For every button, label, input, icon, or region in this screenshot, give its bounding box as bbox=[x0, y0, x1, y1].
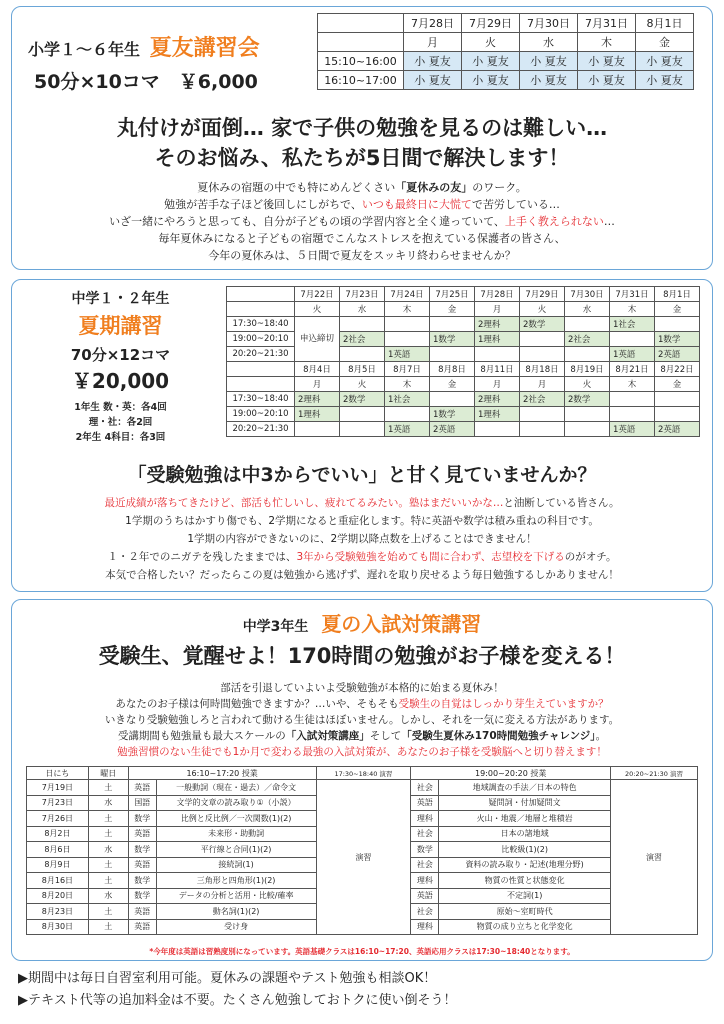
s3-hdr-class2: 19:00~20:20 授業 bbox=[411, 767, 611, 780]
s3-topic1: 動名詞(1)(2) bbox=[156, 904, 316, 920]
s3-hdr-class1: 16:10~17:20 授業 bbox=[128, 767, 316, 780]
s1-headline-2: そのお悩み、私たちが5日間で解決します！ bbox=[154, 146, 570, 170]
s2-date: 8月5日 bbox=[340, 362, 385, 377]
s3-subject1: 英語 bbox=[128, 857, 156, 873]
s2-class-cell: 2英語 bbox=[430, 422, 475, 437]
s3-schedule-table bbox=[26, 766, 698, 935]
s3-day: 水 bbox=[88, 842, 128, 858]
s1-slot-cell: 小 夏友 bbox=[404, 52, 462, 71]
s2-slot-time: 17:30~18:40 bbox=[227, 392, 295, 407]
s2-class-cell: 1数学 bbox=[430, 407, 475, 422]
s2-date: 7月22日 bbox=[295, 287, 340, 302]
s2-course-name: 夏期講習 bbox=[78, 314, 163, 338]
s3-date: 8月2日 bbox=[27, 826, 89, 842]
s2-day: 金 bbox=[655, 302, 700, 317]
s3-topic2: 資料の読み取り・記述(地理分野) bbox=[439, 857, 611, 873]
s3-line-1: 部活を引退していよいよ受験勉強が本格的に始まる夏休み！ bbox=[220, 682, 504, 694]
s1-title bbox=[28, 31, 260, 62]
s3-topic2: 原始～室町時代 bbox=[439, 904, 611, 920]
s1-price: 50分×10コマ ￥6,000 bbox=[34, 71, 258, 93]
footer-line-2: ▶テキスト代等の追加料金は不要。たくさん勉強しておトクに使い倒そう！ bbox=[18, 993, 457, 1008]
s2-class-cell: 2理科 bbox=[475, 392, 520, 407]
s3-body bbox=[12, 680, 712, 760]
s2-notes: 1年生 数・英：各4回 理・社：各2回 2年生 4科目：各3回 bbox=[74, 402, 167, 443]
s2-hours: 70分×12コマ bbox=[70, 346, 171, 364]
s3-subject2: 数学 bbox=[411, 842, 439, 858]
s2-slot-row bbox=[227, 407, 700, 422]
s2-slot-time: 19:00~20:10 bbox=[227, 332, 295, 347]
s3-topic1: 未来形・助動詞 bbox=[156, 826, 316, 842]
s2-slot-row bbox=[227, 317, 700, 332]
s3-topic1: 接続詞(1) bbox=[156, 857, 316, 873]
s1-headline bbox=[12, 113, 712, 173]
s2-day: 月 bbox=[475, 377, 520, 392]
s3-topic2: 地域調査の手法／日本の特色 bbox=[439, 780, 611, 796]
s3-topic2: 物質の成り立ちと化学変化 bbox=[439, 919, 611, 935]
s3-line-4: 受講期間も勉強量も最大スケールの「入試対策講座」そして「受験生夏休み170時間勉強チャレンジ」。 bbox=[117, 730, 607, 742]
s1-slot-cell: 小 夏友 bbox=[636, 52, 694, 71]
s2-class-cell: 1数学 bbox=[655, 332, 700, 347]
s2-line-1: 最近成績が落ちてきたけど、部活も忙しいし、疲れてるみたい。塾はまだいいかな…と油断している皆さん。 bbox=[104, 497, 620, 509]
s3-topic1: 一般動詞（現在・過去）／命令文 bbox=[156, 780, 316, 796]
s2-day: 月 bbox=[295, 377, 340, 392]
summer-friend-section bbox=[11, 6, 713, 270]
blank-cell bbox=[227, 302, 295, 317]
s3-day: 水 bbox=[88, 795, 128, 811]
s3-topic1: データの分析と活用・比較/確率 bbox=[156, 888, 316, 904]
s2-class-cell bbox=[340, 422, 385, 437]
s3-day: 土 bbox=[88, 857, 128, 873]
s2-line-5: 本気で合格したい？だったらこの夏は勉強から逃げず、遅れを取り戻せるよう毎日勉強するしかありません！ bbox=[105, 569, 619, 581]
s2-date-row bbox=[227, 362, 700, 377]
s2-slot-time: 20:20~21:30 bbox=[227, 422, 295, 437]
s2-date: 8月19日 bbox=[565, 362, 610, 377]
s2-class-cell bbox=[610, 332, 655, 347]
s3-subject1: 国語 bbox=[128, 795, 156, 811]
s2-class-cell bbox=[430, 392, 475, 407]
s1-line-2: 勉強が苦手な子ほど後回しにしがちで、いつも最終日に大慌てで苦労している… bbox=[164, 198, 560, 211]
s2-day: 月 bbox=[475, 302, 520, 317]
s3-subject1: 数学 bbox=[128, 842, 156, 858]
s2-class-cell: 1英語 bbox=[385, 422, 430, 437]
s3-subject2: 社会 bbox=[411, 857, 439, 873]
s2-date: 8月22日 bbox=[655, 362, 700, 377]
s1-day: 木 bbox=[578, 33, 636, 52]
s2-day-row bbox=[227, 377, 700, 392]
s3-date: 7月26日 bbox=[27, 811, 89, 827]
s1-course-name: 夏友講習会 bbox=[149, 36, 260, 61]
s3-topic1: 受け身 bbox=[156, 919, 316, 935]
s3-date: 7月19日 bbox=[27, 780, 89, 796]
s2-info bbox=[18, 288, 223, 445]
s2-class-cell bbox=[655, 317, 700, 332]
s2-class-cell bbox=[295, 422, 340, 437]
s1-body bbox=[12, 179, 712, 264]
s2-class-cell bbox=[610, 392, 655, 407]
s3-subject1: 英語 bbox=[128, 904, 156, 920]
s2-class-cell: 2数学 bbox=[520, 317, 565, 332]
s2-class-cell bbox=[340, 347, 385, 362]
s3-topic2: 疑問詞・付加疑問文 bbox=[439, 795, 611, 811]
s2-class-cell: 2英語 bbox=[655, 422, 700, 437]
s2-day: 火 bbox=[340, 377, 385, 392]
s2-slot-time: 17:30~18:40 bbox=[227, 317, 295, 332]
s1-slot-cell: 小 夏友 bbox=[578, 71, 636, 90]
s2-day: 水 bbox=[565, 302, 610, 317]
s3-day: 土 bbox=[88, 780, 128, 796]
s3-subject1: 英語 bbox=[128, 826, 156, 842]
s1-slot-cell: 小 夏友 bbox=[636, 71, 694, 90]
s2-date: 7月24日 bbox=[385, 287, 430, 302]
s3-line-5: 勉強習慣のない生徒でも1か月で変わる最強の入試対策が、あなたのお子様を受験脳へと切り替えます！ bbox=[117, 746, 607, 758]
s2-day: 火 bbox=[295, 302, 340, 317]
s3-subject2: 社会 bbox=[411, 826, 439, 842]
s2-deadline-cell: 申込締切 bbox=[295, 317, 340, 362]
s3-topic2: 日本の諸地域 bbox=[439, 826, 611, 842]
s2-date: 8月4日 bbox=[295, 362, 340, 377]
s1-slot-cell: 小 夏友 bbox=[520, 71, 578, 90]
s1-slot-row bbox=[318, 52, 694, 71]
s2-class-cell: 2理科 bbox=[475, 317, 520, 332]
s1-slot-time: 15:10~16:00 bbox=[318, 52, 404, 71]
s1-headline-1: 丸付けが面倒… 家で子供の勉強を見るのは難しい… bbox=[116, 116, 608, 140]
s1-slot-cell: 小 夏友 bbox=[578, 52, 636, 71]
s3-date: 8月23日 bbox=[27, 904, 89, 920]
s3-subject2: 社会 bbox=[411, 904, 439, 920]
s1-line-1: 夏休みの宿題の中でも特にめんどくさい「夏休みの友」のワーク。 bbox=[197, 181, 527, 194]
s3-date: 8月9日 bbox=[27, 857, 89, 873]
s3-topic2: 物質の性質と状態変化 bbox=[439, 873, 611, 889]
s3-topic2: 火山・地震／地層と堆積岩 bbox=[439, 811, 611, 827]
s1-line-4: 毎年夏休みになると子どもの宿題でこんなストレスを抱えている保護者の皆さん、 bbox=[158, 232, 566, 245]
s2-date: 7月31日 bbox=[610, 287, 655, 302]
s3-subject2: 英語 bbox=[411, 795, 439, 811]
s3-table-row bbox=[27, 780, 698, 796]
s2-class-cell: 1英語 bbox=[610, 422, 655, 437]
s1-day: 金 bbox=[636, 33, 694, 52]
s2-class-cell bbox=[430, 317, 475, 332]
s2-date: 7月28日 bbox=[475, 287, 520, 302]
s2-class-cell bbox=[610, 407, 655, 422]
s3-title bbox=[12, 608, 712, 637]
s3-day: 水 bbox=[88, 888, 128, 904]
s3-subject1: 英語 bbox=[128, 919, 156, 935]
s2-class-cell bbox=[340, 407, 385, 422]
footer-line-1: ▶期間中は毎日自習室利用可能。夏休みの課題やテスト勉強も相談OK！ bbox=[18, 971, 437, 986]
s3-subject1: 英語 bbox=[128, 780, 156, 796]
s2-class-cell: 2社会 bbox=[340, 332, 385, 347]
blank-cell bbox=[227, 362, 295, 377]
s2-class-cell bbox=[565, 422, 610, 437]
s2-line-4: １・２年でのニガテを残したままでは、3年から受験勉強を始めても間に合わず、志望校を下げるのがオチ。 bbox=[107, 551, 617, 563]
s3-day: 土 bbox=[88, 811, 128, 827]
s3-subject2: 理科 bbox=[411, 811, 439, 827]
s2-class-cell: 1英語 bbox=[610, 347, 655, 362]
s2-class-cell bbox=[385, 407, 430, 422]
s2-class-cell bbox=[655, 407, 700, 422]
s2-day: 火 bbox=[565, 377, 610, 392]
s2-class-cell: 2社会 bbox=[520, 392, 565, 407]
s2-schedule-table bbox=[226, 286, 700, 437]
s3-subject2: 社会 bbox=[411, 780, 439, 796]
s3-day: 土 bbox=[88, 919, 128, 935]
s3-topic2: 比較級(1)(2) bbox=[439, 842, 611, 858]
s2-class-cell: 1英語 bbox=[385, 347, 430, 362]
s3-subject1: 数学 bbox=[128, 873, 156, 889]
s3-subject2: 理科 bbox=[411, 873, 439, 889]
s2-day: 金 bbox=[655, 377, 700, 392]
s2-date: 7月25日 bbox=[430, 287, 475, 302]
s3-grade: 中学3年生 bbox=[242, 619, 309, 635]
s3-topic1: 平行線と合同(1)(2) bbox=[156, 842, 316, 858]
s2-class-cell bbox=[430, 347, 475, 362]
s2-slot-row bbox=[227, 422, 700, 437]
s1-day: 火 bbox=[462, 33, 520, 52]
s2-date: 8月8日 bbox=[430, 362, 475, 377]
s2-headline: 「受験勉強は中3からでいい」と甘く見ていませんか？ bbox=[127, 464, 597, 486]
s2-date-row bbox=[227, 287, 700, 302]
s3-line-3: いきなり受験勉強しろと言われて動ける生徒はほぼいません。しかし、それを一気に変える方法があります。 bbox=[104, 714, 620, 726]
s2-day: 水 bbox=[340, 302, 385, 317]
s2-class-cell bbox=[385, 332, 430, 347]
s2-class-cell: 2理科 bbox=[295, 392, 340, 407]
s2-body bbox=[12, 494, 712, 584]
s2-class-cell bbox=[520, 332, 565, 347]
s2-slot-time: 20:20~21:30 bbox=[227, 347, 295, 362]
s1-day: 月 bbox=[404, 33, 462, 52]
s2-day: 木 bbox=[610, 302, 655, 317]
s3-hdr-study2: 20:20~21:30 演習 bbox=[611, 767, 698, 780]
blank-cell bbox=[318, 14, 404, 33]
s2-day: 月 bbox=[520, 377, 565, 392]
s3-date: 8月30日 bbox=[27, 919, 89, 935]
s2-date: 8月21日 bbox=[610, 362, 655, 377]
s2-class-cell bbox=[655, 392, 700, 407]
s1-line-3: いざ一緒にやろうと思っても、自分が子どもの頃の学習内容と全く違っていて、上手く教えられない… bbox=[109, 215, 615, 228]
s3-date: 8月6日 bbox=[27, 842, 89, 858]
s1-date: 7月29日 bbox=[462, 14, 520, 33]
s3-topic1: 比例と反比例／一次関数(1)(2) bbox=[156, 811, 316, 827]
s1-slot-cell: 小 夏友 bbox=[520, 52, 578, 71]
s2-day: 金 bbox=[430, 302, 475, 317]
blank-cell bbox=[227, 287, 295, 302]
s3-header-row bbox=[27, 767, 698, 780]
s3-date: 7月23日 bbox=[27, 795, 89, 811]
blank-cell bbox=[318, 33, 404, 52]
s1-slot-cell: 小 夏友 bbox=[462, 52, 520, 71]
s2-class-cell bbox=[475, 422, 520, 437]
s2-day-row bbox=[227, 302, 700, 317]
s2-day: 木 bbox=[610, 377, 655, 392]
s3-topic1: 三角形と四角形(1)(2) bbox=[156, 873, 316, 889]
s3-topic2: 不定詞(1) bbox=[439, 888, 611, 904]
footer-notes bbox=[18, 968, 456, 1012]
blank-cell bbox=[227, 377, 295, 392]
s3-headline: 受験生、覚醒せよ！170時間の勉強がお子様を変える！ bbox=[98, 644, 626, 668]
s2-date: 8月7日 bbox=[385, 362, 430, 377]
s1-line-5: 今年の夏休みは、５日間で夏友をスッキリ終わらせませんか？ bbox=[208, 249, 516, 262]
s2-class-cell bbox=[340, 317, 385, 332]
s2-class-cell bbox=[475, 347, 520, 362]
s2-class-cell: 1理科 bbox=[475, 332, 520, 347]
s2-price: ￥20,000 bbox=[71, 369, 170, 393]
s3-day: 土 bbox=[88, 873, 128, 889]
s1-date: 7月31日 bbox=[578, 14, 636, 33]
s1-date: 8月1日 bbox=[636, 14, 694, 33]
s2-class-cell: 1社会 bbox=[385, 392, 430, 407]
s3-subject1: 数学 bbox=[128, 811, 156, 827]
s1-slot-cell: 小 夏友 bbox=[462, 71, 520, 90]
s3-hdr-day: 曜日 bbox=[88, 767, 128, 780]
s1-day: 水 bbox=[520, 33, 578, 52]
s1-date: 7月30日 bbox=[520, 14, 578, 33]
s3-day: 土 bbox=[88, 904, 128, 920]
s2-class-cell bbox=[520, 347, 565, 362]
s2-day: 木 bbox=[385, 377, 430, 392]
s2-class-cell bbox=[385, 317, 430, 332]
s1-slot-cell: 小 夏友 bbox=[404, 71, 462, 90]
s2-class-cell: 2数学 bbox=[565, 392, 610, 407]
s2-class-cell bbox=[520, 422, 565, 437]
s1-slot-row bbox=[318, 71, 694, 90]
s3-note: *今年度は英語は習熟度別になっています。英語基礎クラスは16:10~17:20、英語応用クラスは17:30~18:40となります。 bbox=[149, 947, 575, 956]
s3-subject2: 理科 bbox=[411, 919, 439, 935]
s3-subject2: 英語 bbox=[411, 888, 439, 904]
s2-class-cell bbox=[565, 317, 610, 332]
s3-hdr-study1: 17:30~18:40 演習 bbox=[316, 767, 411, 780]
s2-line-2: 1学期のうちはかすり傷でも、2学期になると重症化します。特に英語や数学は積み重ねの科目です。 bbox=[125, 515, 599, 527]
s2-day: 金 bbox=[430, 377, 475, 392]
s3-hdr-date: 日にち bbox=[27, 767, 89, 780]
s2-class-cell: 1理科 bbox=[295, 407, 340, 422]
s1-day-row bbox=[318, 33, 694, 52]
s3-date: 8月16日 bbox=[27, 873, 89, 889]
s3-study-cell: 演習 bbox=[316, 780, 411, 935]
s3-study-cell: 演習 bbox=[611, 780, 698, 935]
s2-day: 木 bbox=[385, 302, 430, 317]
s2-date: 7月23日 bbox=[340, 287, 385, 302]
s2-class-cell: 1社会 bbox=[610, 317, 655, 332]
s1-date: 7月28日 bbox=[404, 14, 462, 33]
s2-slot-row bbox=[227, 392, 700, 407]
s2-line-3: 1学期の内容ができないのに、2学期以降点数を上げることはできません！ bbox=[187, 533, 537, 545]
s3-subject1: 数学 bbox=[128, 888, 156, 904]
s2-date: 8月18日 bbox=[520, 362, 565, 377]
s2-date: 8月1日 bbox=[655, 287, 700, 302]
jh3-section bbox=[11, 599, 713, 961]
s2-date: 7月29日 bbox=[520, 287, 565, 302]
s3-line-2: あなたのお子様は何時間勉強できますか？…いや、そもそも受験生の自覚はしっかり芽生えていますか？ bbox=[115, 698, 609, 710]
s1-schedule-table bbox=[317, 13, 694, 90]
s2-date: 7月30日 bbox=[565, 287, 610, 302]
s2-class-cell: 2英語 bbox=[655, 347, 700, 362]
jh12-section bbox=[11, 279, 713, 592]
s3-topic1: 文学的文章の読み取り①（小説） bbox=[156, 795, 316, 811]
s1-date-row bbox=[318, 14, 694, 33]
s2-day: 火 bbox=[520, 302, 565, 317]
s2-class-cell bbox=[520, 407, 565, 422]
s2-class-cell: 1理科 bbox=[475, 407, 520, 422]
s3-date: 8月20日 bbox=[27, 888, 89, 904]
s3-course-name: 夏の入試対策講習 bbox=[321, 612, 482, 636]
s2-class-cell bbox=[565, 347, 610, 362]
s2-class-cell: 2数学 bbox=[340, 392, 385, 407]
s2-date: 8月11日 bbox=[475, 362, 520, 377]
s2-class-cell: 2社会 bbox=[565, 332, 610, 347]
s2-class-cell: 1数学 bbox=[430, 332, 475, 347]
s2-grade: 中学１・２年生 bbox=[71, 291, 170, 307]
s1-slot-time: 16:10~17:00 bbox=[318, 71, 404, 90]
s1-grade: 小学１～６年生 bbox=[28, 40, 141, 59]
s2-class-cell bbox=[565, 407, 610, 422]
s3-day: 土 bbox=[88, 826, 128, 842]
s2-slot-time: 19:00~20:10 bbox=[227, 407, 295, 422]
